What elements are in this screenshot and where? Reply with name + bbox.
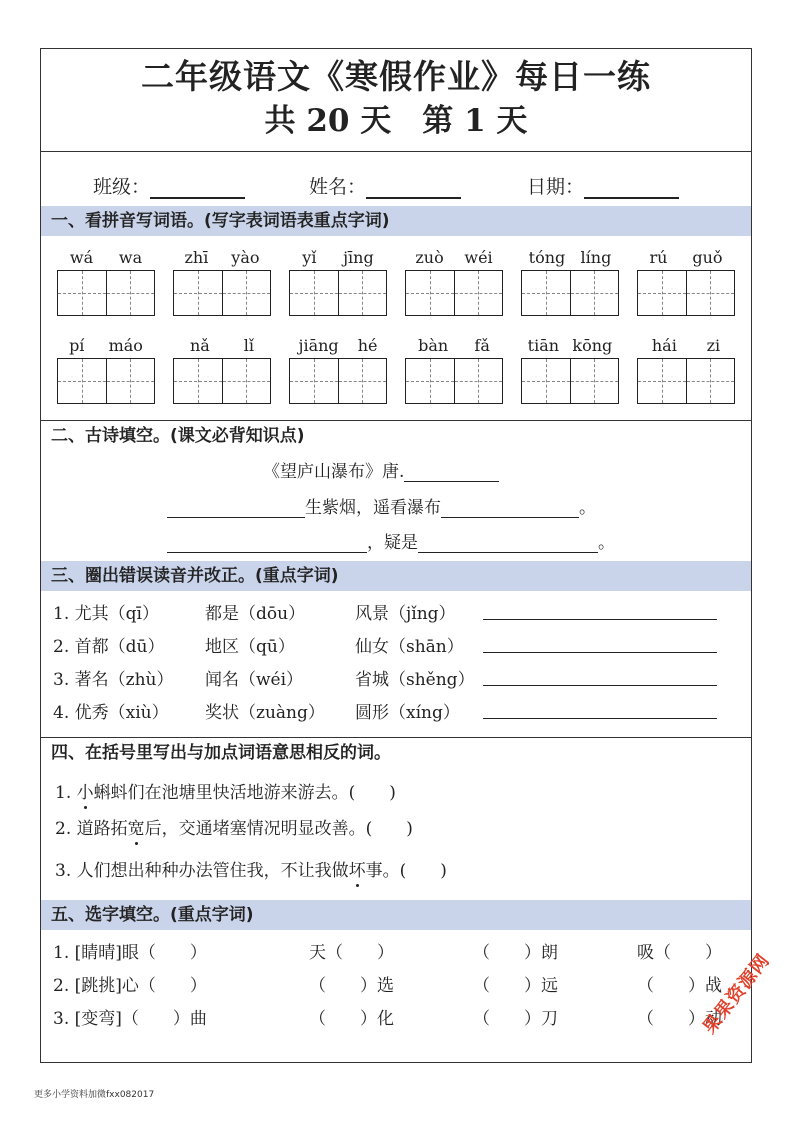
title-block: [41, 49, 751, 152]
writing-grid: [405, 358, 503, 404]
s5-item[interactable]: （ ）朗: [473, 943, 558, 963]
pinyin-syllable: wa: [118, 248, 143, 267]
poem-line1-text: 生紫烟，遥看瀑布: [305, 498, 441, 518]
pinyin-label: [637, 334, 735, 358]
tianzige-box[interactable]: [107, 271, 155, 315]
section4-heading: 四、在括号里写出与加点词语意思相反的词。: [41, 737, 751, 768]
pinyin-item: [57, 246, 155, 316]
s3-word: 1. 尤其（qī）: [53, 604, 159, 624]
pinyin-item: [289, 246, 387, 316]
pinyin-syllable: pí: [69, 336, 85, 355]
s3-word: 风景（jǐng）: [355, 604, 456, 624]
tianzige-box[interactable]: [522, 271, 571, 315]
pinyin-label: [637, 246, 735, 270]
pinyin-syllable: lǐ: [243, 336, 254, 355]
tianzige-box[interactable]: [406, 271, 455, 315]
author-blank[interactable]: [404, 463, 499, 482]
s5-item[interactable]: 3. [变弯]（ ）曲: [53, 1009, 207, 1029]
pinyin-syllable: zhī: [184, 248, 209, 267]
section5-heading: 五、选字填空。(重点字词): [41, 900, 751, 930]
pinyin-label: [173, 246, 271, 270]
pinyin-item: [405, 334, 503, 404]
worksheet: [40, 48, 752, 1063]
tianzige-box[interactable]: [174, 271, 223, 315]
pinyin-label: [289, 246, 387, 270]
pinyin-label: [173, 334, 271, 358]
tianzige-box[interactable]: [687, 359, 735, 403]
pinyin-syllable: bàn: [418, 336, 449, 355]
pinyin-syllable: wéi: [464, 248, 493, 267]
tianzige-box[interactable]: [290, 271, 339, 315]
writing-grid: [57, 270, 155, 316]
s3-row: [53, 632, 733, 662]
pinyin-syllable: zi: [706, 336, 721, 355]
pinyin-syllable: zuò: [415, 248, 444, 267]
s3-word: 闻名（wéi）: [205, 670, 304, 690]
tianzige-box[interactable]: [174, 359, 223, 403]
s3-row: [53, 665, 733, 695]
s5-item[interactable]: （ ）化: [309, 1009, 394, 1029]
s5-item[interactable]: （ ）战: [637, 976, 722, 996]
tianzige-box[interactable]: [58, 271, 107, 315]
s5-item[interactable]: 2. [跳挑]心（ ）: [53, 976, 207, 996]
tianzige-box[interactable]: [638, 359, 687, 403]
writing-grid: [173, 270, 271, 316]
tianzige-box[interactable]: [290, 359, 339, 403]
tianzige-box[interactable]: [339, 359, 387, 403]
pinyin-syllable: tóng: [528, 248, 566, 267]
pinyin-label: [57, 334, 155, 358]
s5-item[interactable]: （ ）刀: [473, 1009, 558, 1029]
pinyin-item: [521, 246, 619, 316]
writing-grid: [173, 358, 271, 404]
s3-word: 地区（qū）: [205, 637, 295, 657]
poem-blank-1[interactable]: [167, 499, 305, 518]
tianzige-box[interactable]: [522, 359, 571, 403]
section3-heading: 三、圈出错误读音并改正。(重点字词): [41, 561, 751, 591]
pinyin-syllable: yǐ: [302, 248, 317, 267]
s3-word: 奖状（zuàng）: [205, 703, 325, 723]
s4-question-1: 1. 小蝌蚪们在池塘里快活地游来游去。( ): [55, 783, 396, 803]
student-info: [41, 152, 751, 206]
s4-question-2: 2. 道路拓宽后，交通堵塞情况明显改善。( ): [55, 819, 413, 839]
tianzige-box[interactable]: [339, 271, 387, 315]
pinyin-syllable: máo: [108, 336, 143, 355]
pinyin-syllable: wá: [69, 248, 94, 267]
tianzige-box[interactable]: [687, 271, 735, 315]
tianzige-box[interactable]: [455, 359, 503, 403]
tianzige-box[interactable]: [406, 359, 455, 403]
writing-grid: [637, 358, 735, 404]
section3-body: [41, 591, 751, 737]
class-field[interactable]: 班级：: [93, 172, 245, 199]
pinyin-syllable: jīng: [343, 248, 374, 267]
writing-grid: [405, 270, 503, 316]
poem-blank-2[interactable]: [441, 499, 579, 518]
s3-answer-line[interactable]: [483, 634, 717, 653]
pinyin-syllable: tiān: [527, 336, 560, 355]
tianzige-box[interactable]: [107, 359, 155, 403]
section1-heading: 一、看拼音写词语。(写字表词语表重点字词): [41, 206, 751, 236]
page-title: 二年级语文《寒假作业》每日一练: [141, 57, 651, 96]
s3-word: 3. 著名（zhù）: [53, 670, 174, 690]
s5-item[interactable]: 天（ ）: [309, 943, 394, 963]
writing-grid: [521, 358, 619, 404]
tianzige-box[interactable]: [571, 271, 619, 315]
footer-note: 更多小学资料加微fxx082017: [34, 1090, 155, 1100]
pinyin-row-2: [41, 324, 751, 420]
pinyin-label: [405, 334, 503, 358]
s3-word: 2. 首都（dū）: [53, 637, 165, 657]
tianzige-box[interactable]: [223, 359, 271, 403]
pinyin-item: [637, 246, 735, 316]
pinyin-syllable: jiāng: [298, 336, 339, 355]
watermark-stamp: 果果资源网: [699, 950, 775, 1038]
s4-question-3: 3. 人们想出种种办法管住我，不让我做坏事。( ): [55, 861, 447, 881]
s3-word: 仙女（shān）: [355, 637, 464, 657]
writing-grid: [289, 358, 387, 404]
pinyin-syllable: nǎ: [189, 336, 210, 355]
s3-row: [53, 599, 733, 629]
section2-heading: 二、古诗填空。(课文必背知识点): [41, 420, 751, 451]
s3-word: 都是（dōu）: [205, 604, 306, 624]
poem-line2-text: ，疑是: [367, 533, 418, 553]
pinyin-syllable: hé: [357, 336, 378, 355]
pinyin-item: [173, 334, 271, 404]
pinyin-syllable: fǎ: [474, 336, 490, 355]
s3-answer-line[interactable]: [483, 667, 717, 686]
poem-blank-3[interactable]: [167, 534, 367, 553]
pinyin-syllable: rú: [649, 248, 668, 267]
s5-row: [53, 971, 743, 1001]
pinyin-syllable: kōng: [572, 336, 613, 355]
tianzige-box[interactable]: [638, 271, 687, 315]
pinyin-syllable: yào: [231, 248, 260, 267]
pinyin-item: [521, 334, 619, 404]
pinyin-item: [637, 334, 735, 404]
pinyin-syllable: guǒ: [692, 248, 723, 267]
s5-item[interactable]: 吸（ ）: [637, 943, 722, 963]
poem-blank-4[interactable]: [418, 534, 598, 553]
pinyin-label: [521, 246, 619, 270]
pinyin-item: [289, 334, 387, 404]
s3-row: [53, 698, 733, 728]
pinyin-syllable: hái: [651, 336, 677, 355]
page-subtitle: 共 20 天 第 1 天: [264, 103, 528, 139]
tianzige-box[interactable]: [223, 271, 271, 315]
section4-body: [41, 768, 751, 900]
pinyin-item: [57, 334, 155, 404]
poem-title: 《望庐山瀑布》唐.: [263, 462, 405, 482]
pinyin-syllable: líng: [580, 248, 612, 267]
s5-item[interactable]: 1. [睛晴]眼（ ）: [53, 943, 207, 963]
pinyin-item: [405, 246, 503, 316]
pinyin-label: [289, 334, 387, 358]
s3-answer-line[interactable]: [483, 601, 717, 620]
pinyin-item: [173, 246, 271, 316]
poem-block: 《望庐山瀑布》唐. 生紫烟，遥看瀑布 。 ，疑是 。: [41, 451, 751, 561]
writing-grid: [637, 270, 735, 316]
pinyin-label: [57, 246, 155, 270]
s5-item[interactable]: （ ）远: [473, 976, 558, 996]
writing-grid: [57, 358, 155, 404]
tianzige-box[interactable]: [571, 359, 619, 403]
s3-word: 省城（shěng）: [355, 670, 475, 690]
s3-answer-line[interactable]: [483, 700, 717, 719]
tianzige-box[interactable]: [455, 271, 503, 315]
s3-word: 4. 优秀（xiù）: [53, 703, 169, 723]
writing-grid: [521, 270, 619, 316]
writing-grid: [289, 270, 387, 316]
pinyin-label: [521, 334, 619, 358]
pinyin-row-1: [41, 236, 751, 324]
s5-row: [53, 1004, 743, 1034]
s5-item[interactable]: （ ）选: [309, 976, 394, 996]
s3-word: 圆形（xíng）: [355, 703, 460, 723]
s5-item[interactable]: （ ）动: [637, 1009, 722, 1029]
name-field[interactable]: 姓名：: [309, 172, 461, 199]
s5-row: [53, 938, 743, 968]
date-field[interactable]: 日期：: [527, 172, 679, 199]
tianzige-box[interactable]: [58, 359, 107, 403]
pinyin-label: [405, 246, 503, 270]
